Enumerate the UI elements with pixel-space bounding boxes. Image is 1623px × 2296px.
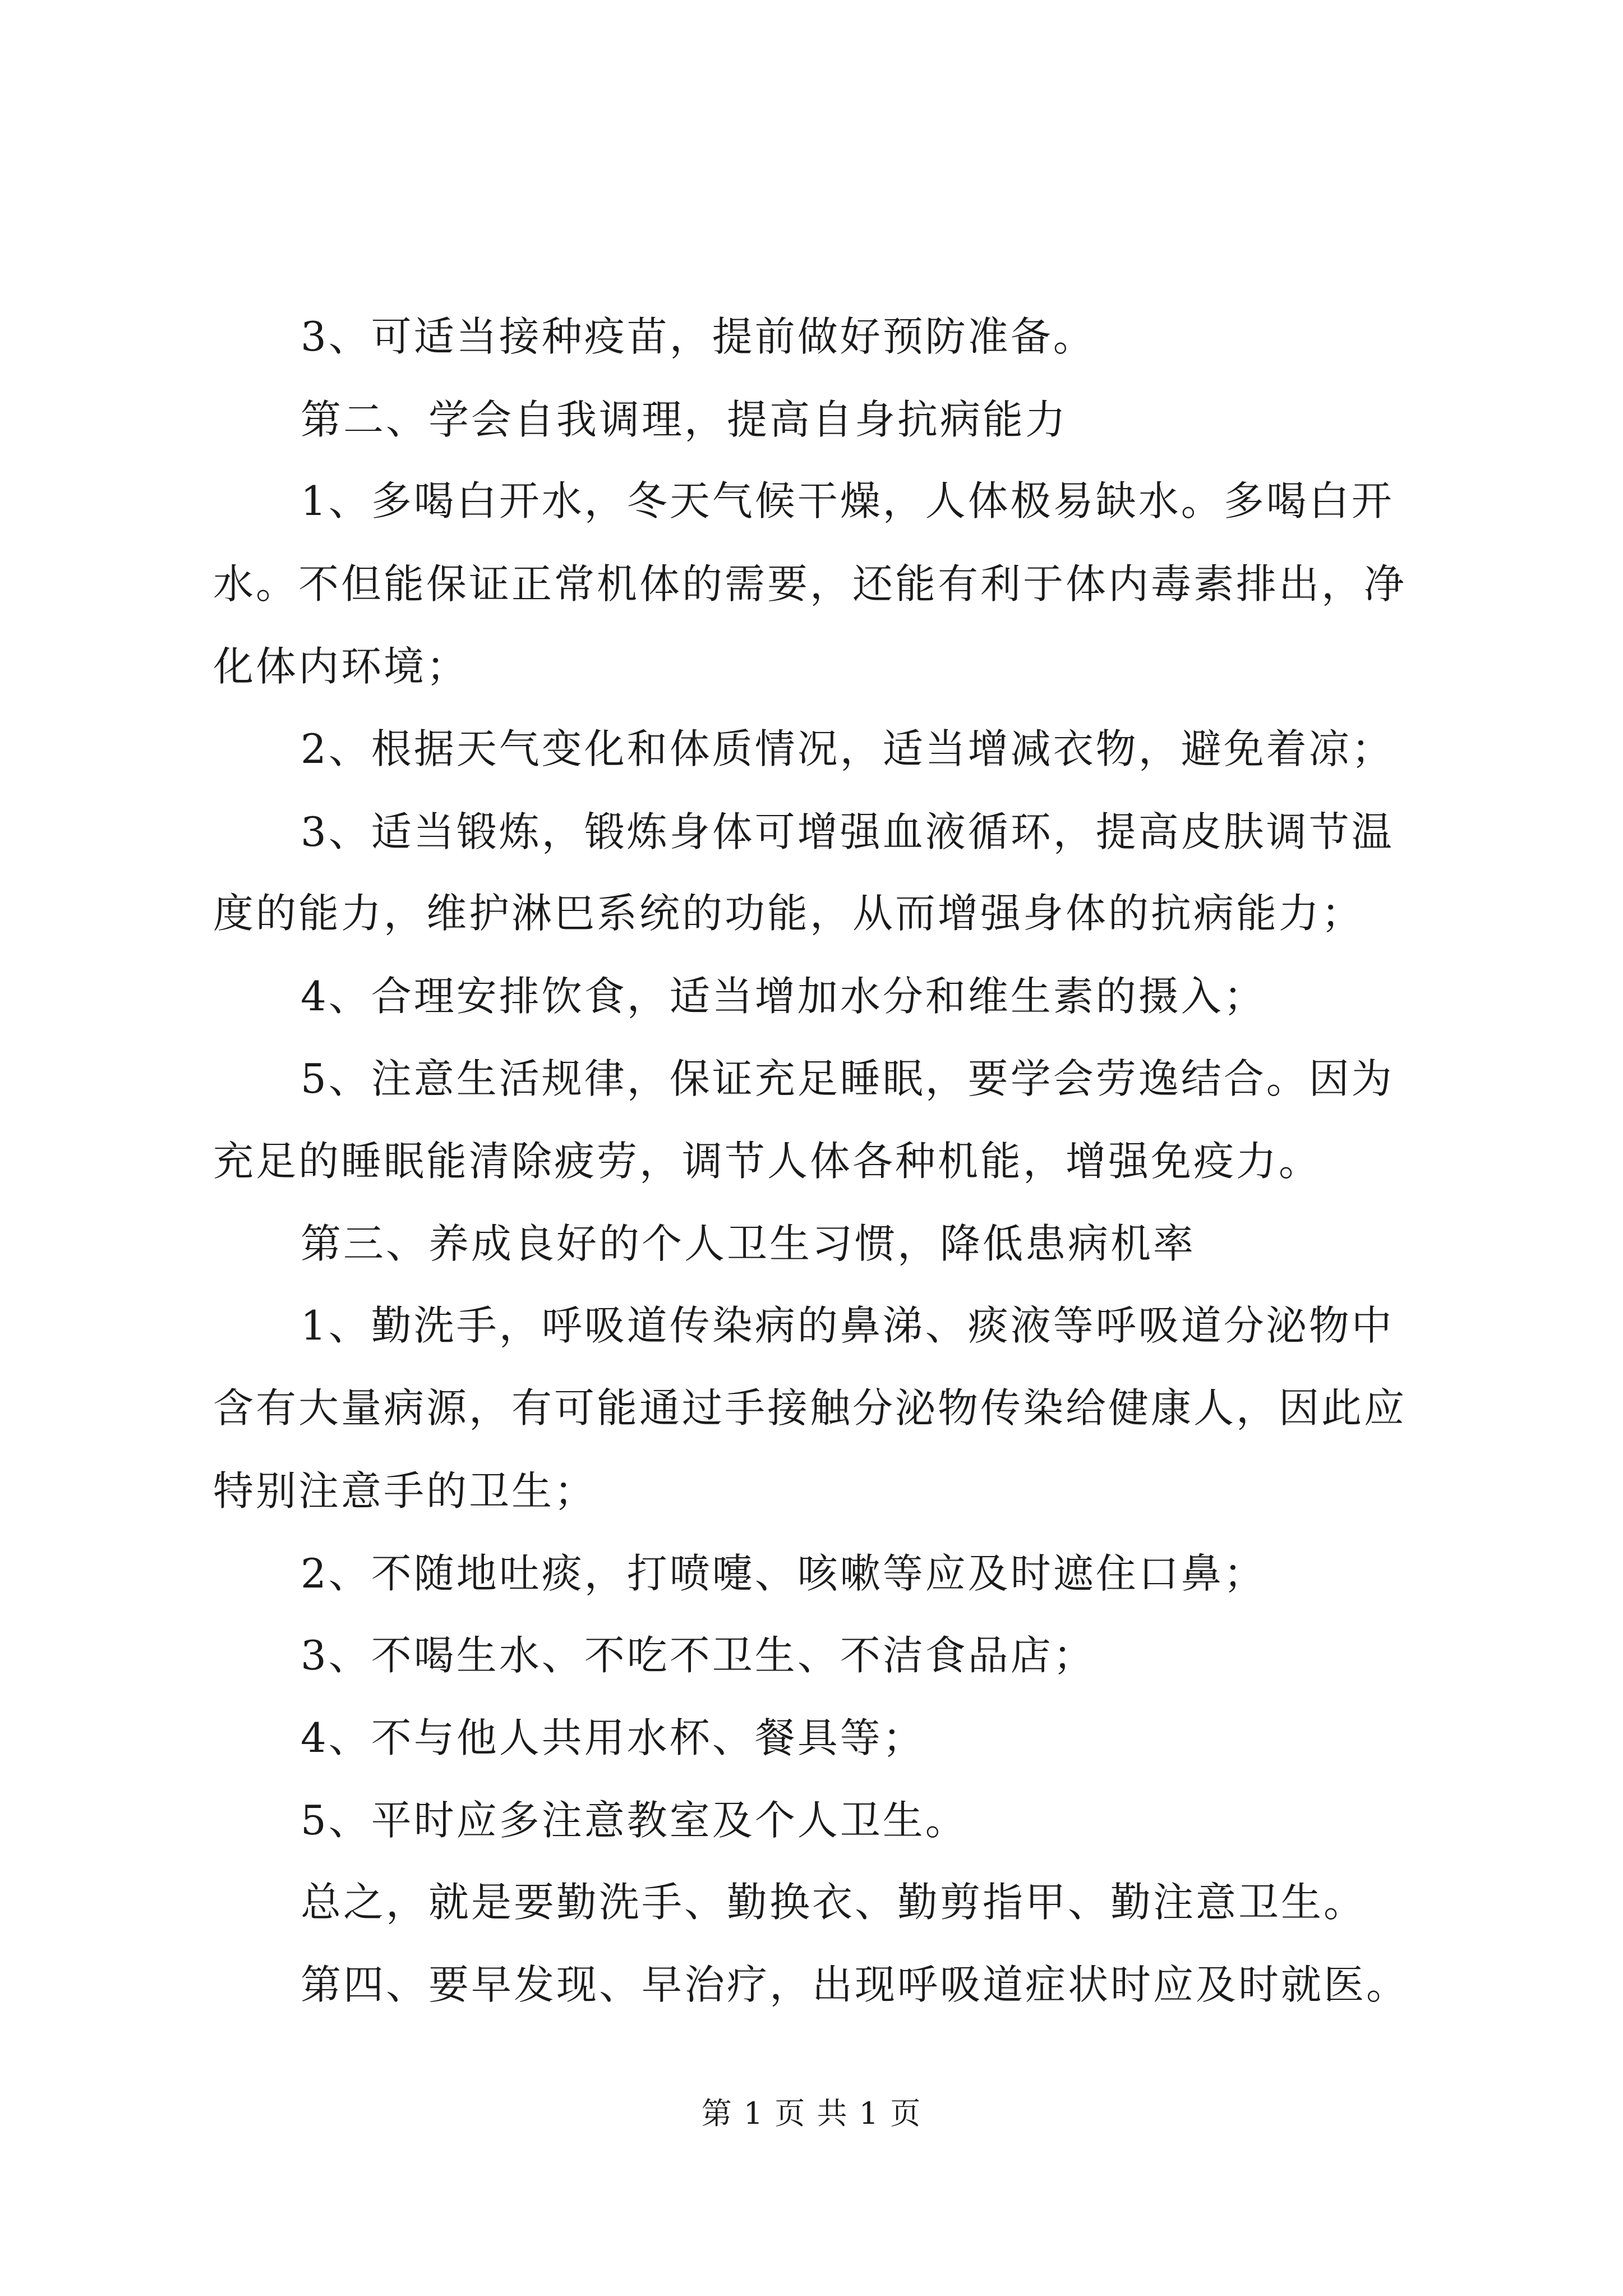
- paragraph-line: 4、合理安排饮食，适当增加水分和维生素的摄入；: [301, 973, 1266, 1020]
- paragraph-line: 水。不但能保证正常机体的需要，还能有利于体内毒素排出，净: [213, 560, 1407, 608]
- paragraph-line: 3、适当锻炼，锻炼身体可增强血液循环，提高皮肤调节温: [301, 808, 1394, 855]
- section-heading: 第三、养成良好的个人卫生习惯，降低患病机率: [301, 1220, 1196, 1267]
- paragraph-line: 特别注意手的卫生；: [213, 1467, 597, 1515]
- paragraph-line: 3、可适当接种疫苗，提前做好预防准备。: [301, 313, 1096, 360]
- paragraph-line: 2、不随地吐痰，打喷嚏、咳嗽等应及时遮住口鼻；: [301, 1550, 1266, 1597]
- paragraph-line: 含有大量病源，有可能通过手接触分泌物传染给健康人，因此应: [213, 1384, 1407, 1432]
- paragraph-line: 3、不喝生水、不吃不卫生、不洁食品店；: [301, 1632, 1096, 1679]
- paragraph-line: 5、平时应多注意教室及个人卫生。: [301, 1797, 968, 1844]
- paragraph-line: 5、注意生活规律，保证充足睡眠，要学会劳逸结合。因为: [301, 1055, 1394, 1102]
- section-heading: 第二、学会自我调理，提高自身抗病能力: [301, 396, 1068, 443]
- paragraph-line: 4、不与他人共用水杯、餐具等；: [301, 1714, 925, 1761]
- paragraph-line: 充足的睡眠能清除疲劳，调节人体各种机能，增强免疫力。: [213, 1138, 1322, 1185]
- paragraph-line: 2、根据天气变化和体质情况，适当增减衣物，避免着凉；: [301, 725, 1394, 772]
- paragraph-line: 总之，就是要勤洗手、勤换衣、勤剪指甲、勤注意卫生。: [301, 1879, 1367, 1926]
- paragraph-line: 1、多喝白开水，冬天气候干燥，人体极易缺水。多喝白开: [301, 477, 1394, 524]
- paragraph-line: 化体内环境；: [213, 643, 469, 690]
- page-number-footer: 第 1 页 共 1 页: [701, 2096, 922, 2131]
- paragraph-line: 1、勤洗手，呼吸道传染病的鼻涕、痰液等呼吸道分泌物中: [301, 1302, 1394, 1349]
- section-heading: 第四、要早发现、早治疗，出现呼吸道症状时应及时就医。: [301, 1961, 1409, 2008]
- paragraph-line: 度的能力，维护淋巴系统的功能，从而增强身体的抗病能力；: [213, 890, 1364, 937]
